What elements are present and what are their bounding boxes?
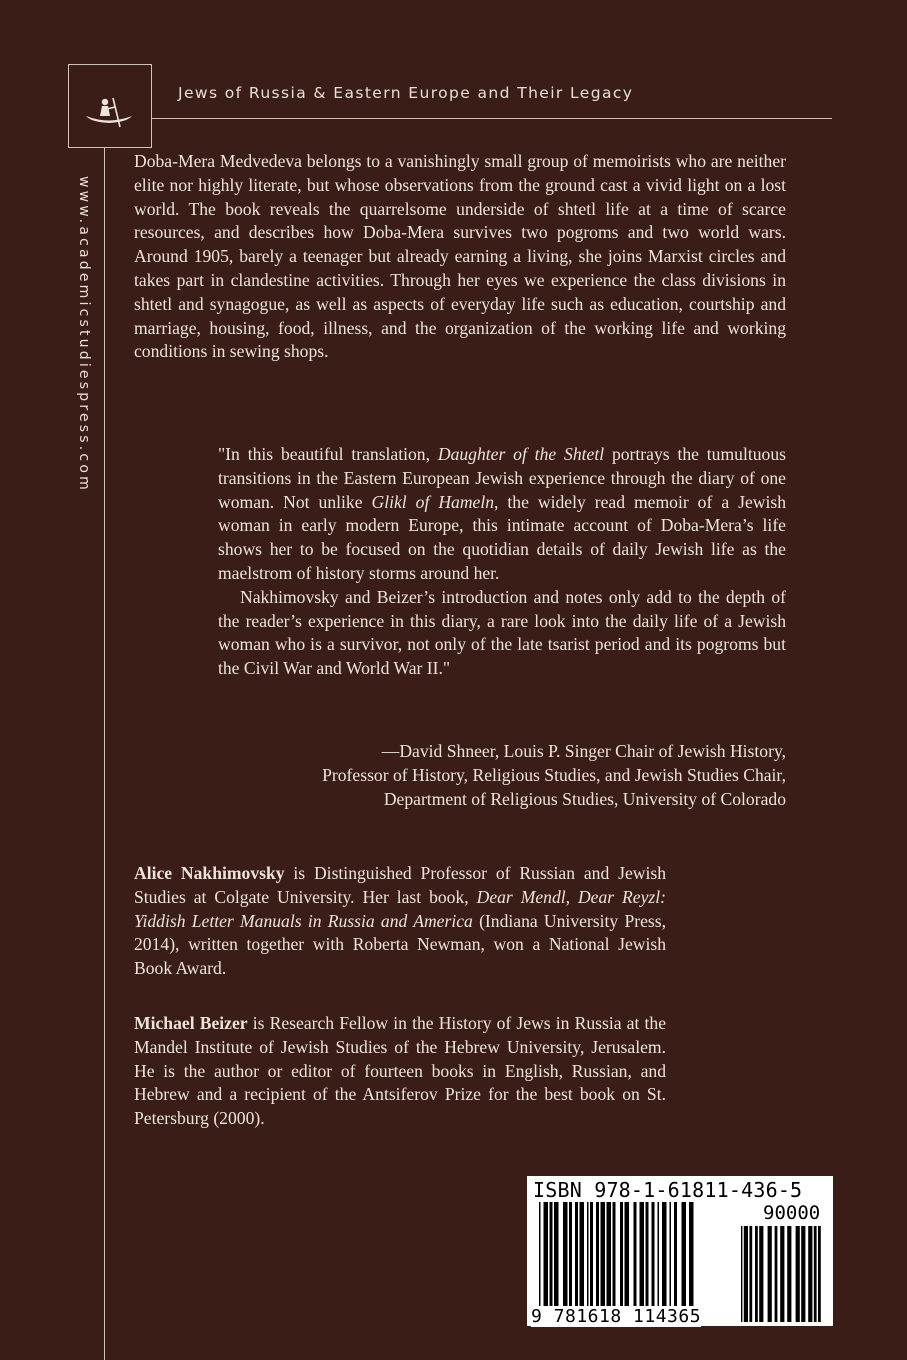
barcode-bar	[580, 1202, 585, 1306]
publisher-website: www.academicstudiespress.com	[76, 176, 92, 493]
barcode-bar	[575, 1202, 578, 1306]
isbn-barcode	[527, 1176, 833, 1326]
barcode-bar	[640, 1202, 645, 1306]
barcode-bar	[601, 1202, 606, 1306]
boat-rower-icon	[69, 65, 153, 149]
author-bio-nakhimovsky: Alice Nakhimovsky is Distinguished Professor of Russian and Jewish Studies at Colgate University. Her last book, Dear Mendl, Dear Reyzl: Yiddish Letter Manuals in Russia and America (Indiana University Press, 2014), written together with Roberta Newman, won a National Jewish Book Award.	[134, 863, 666, 979]
barcode-addon-bar	[741, 1226, 742, 1322]
barcode-bar	[670, 1202, 672, 1306]
author-bio-beizer: Michael Beizer is Research Fellow in the History of Jews in Russia at the Mandel Institute of Jewish Studies of the Hebrew University, Jerusalem. He is the author or editor of fourteen books in English, Russian, and Hebrew and a recipient of the Antsiferov Prize for the best book on St. Petersburg (2000).	[134, 1013, 667, 1129]
barcode-bar	[689, 1202, 694, 1306]
author-book-title: Dear Mendl, Dear Reyzl: Yiddish Letter Manuals in Russia and America	[134, 886, 666, 931]
barcode-addon-bar	[768, 1226, 772, 1322]
barcode-bar	[634, 1202, 637, 1306]
barcode-addon-bar	[744, 1226, 748, 1322]
barcode-bar	[662, 1202, 667, 1306]
price-code: 90000	[763, 1202, 821, 1224]
author-name: Michael Beizer	[134, 1013, 248, 1033]
barcode-bar	[652, 1202, 655, 1306]
barcode-bar	[590, 1202, 593, 1306]
barcode-bar	[682, 1202, 687, 1306]
book-title-italic: Daughter of the Shtetl	[437, 444, 605, 464]
barcode-addon-bar	[801, 1226, 805, 1322]
barcode-bar	[625, 1202, 630, 1306]
attribution-line: —David Shneer, Louis P. Singer Chair of Jewish History,	[381, 741, 786, 761]
barcode-bar	[569, 1202, 572, 1306]
frame-vertical-line	[104, 64, 105, 1360]
barcode-bar	[646, 1202, 649, 1306]
referenced-title-italic: Glikl of Hameln	[371, 491, 495, 512]
barcode-addon-bar	[814, 1226, 817, 1322]
barcode-addon-bar	[759, 1226, 763, 1322]
barcode-bar	[658, 1202, 660, 1306]
series-title: Jews of Russia & Eastern Europe and Their Legacy	[178, 84, 634, 102]
barcode-bar	[674, 1202, 677, 1306]
barcode-bar	[550, 1202, 553, 1306]
attribution-line: Professor of History, Religious Studies, and Jewish Studies Chair,	[322, 764, 786, 785]
barcode-bar	[544, 1202, 549, 1306]
isbn-number: ISBN 978-1-61811-436-5	[533, 1178, 803, 1202]
attribution-line: Department of Religious Studies, University of Colorado	[383, 788, 786, 809]
endorsement-attribution	[200, 740, 786, 811]
barcode-addon-bar	[818, 1226, 821, 1322]
barcode-bar	[587, 1202, 589, 1306]
barcode-addon-bar	[780, 1226, 784, 1322]
barcode-addon-bar	[755, 1226, 758, 1322]
barcode-bar	[563, 1202, 568, 1306]
book-description: Doba-Mera Medvedeva belongs to a vanishingly small group of memoirists who are neither elite nor highly literate, but whose observations from the ground cast a vivid light on a lost world. The book reveals the quarrelsome underside of shtetl life at a time of scarce resources, and describes how Doba-Mera survives two pogroms and two world wars. Around 1905, barely a teenager but already earning a living, she joins Marxist circles and takes part in clandestine activities. Through her eyes we experience the class divisions in shtetl and synagogue, as well as aspects of everyday life such as education, courtship and marriage, housing, food, illness, and the organization of the working life and working conditions in sewing shops.	[134, 151, 786, 362]
endorsement-quote	[218, 443, 786, 681]
barcode-addon-bar	[775, 1226, 778, 1322]
endorsement-paragraph-1: "In this beautiful translation, Daughter of the Shtetl portrays the tumultuous transitions in the Eastern European Jewish experience through the diary of one woman. Not unlike Glikl of Hameln, the widely read memoir of a Jewish woman in early modern Europe, this intimate account of Doba-Mera’s life shows her to be focused on the quotidian details of daily Jewish life as the maelstrom of history storms around her.	[218, 444, 786, 583]
barcode-bar	[620, 1202, 623, 1306]
barcode-bar	[554, 1202, 559, 1306]
barcode-addon-bar	[787, 1226, 791, 1322]
barcode-bar	[539, 1202, 541, 1306]
endorsement-paragraph-2: Nakhimovsky and Beizer’s introduction and notes only add to the depth of the reader’s experience in this diary, a rare look into the daily life of a Jewish woman who is a survivor, not only of the late tsarist period and its pogroms but the Civil War and World War II."	[218, 586, 786, 679]
barcode-addon-bar	[808, 1226, 812, 1322]
author-name: Alice Nakhimovsky	[134, 863, 285, 883]
barcode-bar	[607, 1202, 612, 1306]
barcode-bar	[613, 1202, 616, 1306]
frame-horizontal-line	[152, 118, 832, 119]
barcode-addon-bar	[796, 1226, 800, 1322]
barcode-digits: 9 781618 114365	[531, 1306, 702, 1327]
barcode-addon-bar	[749, 1226, 752, 1322]
barcode-bar	[596, 1202, 599, 1306]
series-logo	[68, 64, 152, 148]
